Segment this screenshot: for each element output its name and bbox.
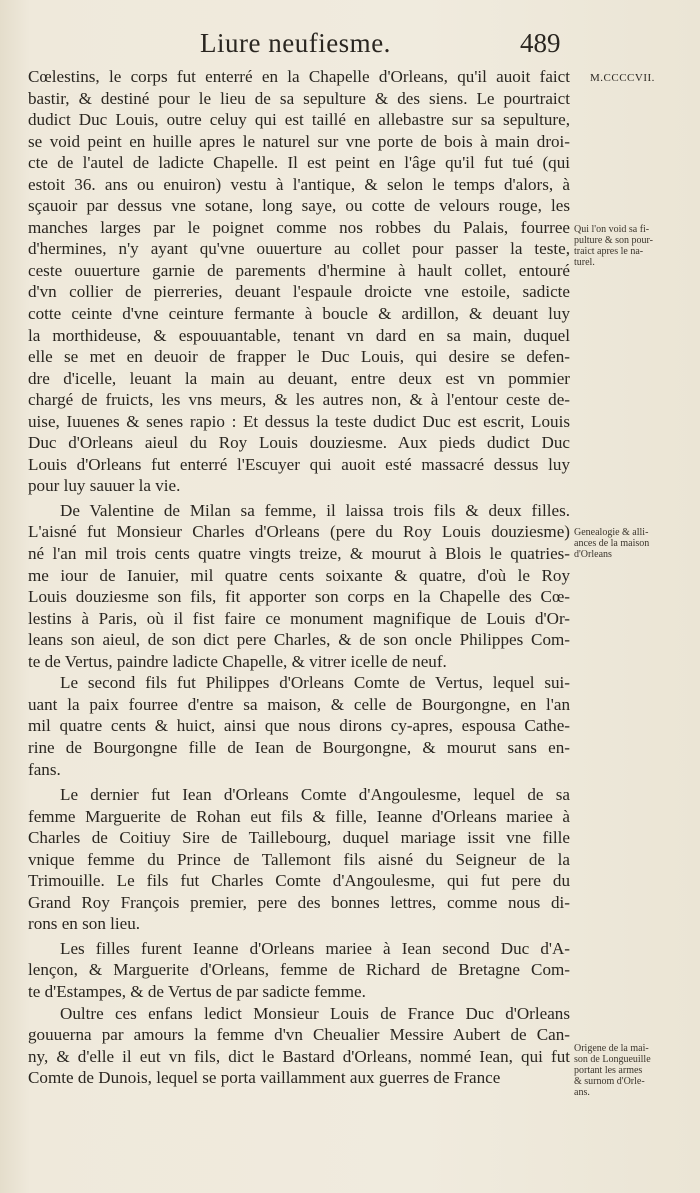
text-line: leans son aieul, de son dict pere Charles, & de son oncle Philippes Com-	[28, 630, 570, 650]
text-line: uant la paix fourree d'entre sa maison, & celle de Bourgongne, en l'an	[28, 694, 570, 714]
text-line: Les filles furent Ieanne d'Orleans mariee à Iean second Duc d'A-	[60, 938, 570, 958]
paragraph-1	[28, 66, 570, 497]
margin-note-line: d'Orleans	[574, 549, 612, 560]
text-line: ceste ouuerture garnie de parements d'hermine à hault collet, entouré	[28, 260, 570, 280]
paragraph-3	[28, 672, 570, 780]
running-title: Liure neufiesme.	[200, 28, 391, 58]
margin-note-portrait	[574, 224, 690, 268]
paragraph-6	[28, 1003, 570, 1089]
main-text	[28, 66, 570, 1089]
page-number: 489	[520, 28, 561, 58]
margin-note-line: pulture & son pour-	[574, 235, 653, 246]
text-line: De Valentine de Milan sa femme, il laissa trois fils & deux filles.	[60, 500, 570, 520]
paragraph-5	[28, 938, 570, 1003]
text-line: sçauoir par dessus vne sotane, long saye, ou cotte de velours rouge, les	[28, 196, 570, 216]
text-line: cte de l'autel de ladicte Chapelle. Il est peint en l'âge qu'il fut tué (qui	[28, 153, 570, 173]
text-line: elle se met en deuoir de frapper le Duc Louis, qui desire se defen-	[28, 347, 570, 367]
text-line: se void peint en huille apres le naturel sur vne porte de bois à main droi-	[28, 131, 570, 151]
margin-note-line: & surnom d'Orle-	[574, 1076, 645, 1087]
text-line: dudict Duc Louis, outre celuy qui est taillé en allebastre sur sa sepulture,	[28, 110, 570, 130]
margin-note-line: ans.	[574, 1087, 590, 1098]
text-line: bastir, & destiné pour le lieu de sa sepulture & des siens. Le pourtraict	[28, 88, 570, 108]
text-line: dre d'icelle, leuant la main au deuant, entre deux est vn pommier	[28, 368, 570, 388]
page-header	[0, 28, 700, 68]
text-line: Louis d'Orleans fut enterré l'Escuyer qui auoit esté massacré dessus luy	[28, 454, 570, 474]
text-line: mil quatre cents & huict, ainsi que nous dirons cy-apres, espousa Cathe-	[28, 716, 570, 736]
text-line: Le second fils fut Philippes d'Orleans Comte de Vertus, lequel sui-	[60, 673, 570, 693]
text-line: d'hermines, n'y ayant qu'vne ouuerture au collet pour passer la teste,	[28, 239, 570, 259]
margin-note-longueville	[574, 1043, 690, 1098]
text-line: te d'Estampes, & de Vertus de par sadicte femme.	[28, 981, 366, 1001]
text-line: Grand Roy François premier, pere des bonnes lettres, comme nous di-	[28, 892, 570, 912]
text-line: rine de Bourgongne fille de Iean de Bourgongne, & mourut sans en-	[28, 737, 570, 757]
margin-note-line: Origene de la mai-	[574, 1043, 649, 1054]
paragraph-4	[28, 784, 570, 935]
text-line: Louis douziesme son fils, fit apporter son corps en la Chapelle des Cœ-	[28, 587, 570, 607]
margin-note-line: portant les armes	[574, 1065, 643, 1076]
text-line: ny, & d'elle il eut vn fils, dict le Bastard d'Orleans, nommé Iean, qui fut	[28, 1046, 570, 1066]
margin-note-line: son de Longueuille	[574, 1054, 651, 1065]
text-line: femme Marguerite de Rohan eut fils & fille, Ieanne d'Orleans mariee à	[28, 806, 570, 826]
text-line: Cœlestins, le corps fut enterré en la Chapelle d'Orleans, qu'il auoit faict	[28, 67, 570, 86]
text-line: la morthideuse, & espouuantable, tenant vn dard en sa main, duquel	[28, 325, 570, 345]
text-line: d'vn collier de pierreries, deuant l'espaule droicte vne estoile, sadicte	[28, 282, 570, 302]
text-line: pour luy sauuer la vie.	[28, 476, 181, 496]
text-line: Charles de Coitiuy Sire de Taillebourg, duquel mariage issit vne fille	[28, 828, 570, 848]
margin-note-line: ances de la maison	[574, 538, 650, 549]
text-line: uise, Iuuenes & senes rapio : Et dessus la teste dudict Duc est escrit, Louis	[28, 411, 570, 431]
margin-note-genealogy	[574, 527, 690, 560]
margin-note-line: traict apres le na-	[574, 246, 644, 257]
text-line: Oultre ces enfans ledict Monsieur Louis de France Duc d'Orleans	[60, 1003, 570, 1023]
text-line: Le dernier fut Iean d'Orleans Comte d'Angoulesme, lequel de sa	[60, 785, 570, 805]
margin-note-line: Genealogie & alli-	[574, 527, 649, 538]
margin-year: M.CCCCVII.	[590, 72, 655, 84]
text-line: te de Vertus, paindre ladicte Chapelle, & vitrer icelle de neuf.	[28, 651, 447, 671]
text-line: L'aisné fut Monsieur Charles d'Orleans (pere du Roy Louis douziesme)	[28, 522, 570, 542]
text-line: estoit 36. ans ou enuiron) vestu à l'antique, & selon le temps d'alors, à	[28, 174, 570, 194]
text-line: chargé de fruicts, les vns meurs, & les autres non, & à l'entour ceste de-	[28, 390, 570, 410]
text-line: rons en son lieu.	[28, 914, 141, 934]
text-line: cotte ceinte d'vne ceinture fermante à boucle & ardillon, & deuant luy	[28, 304, 570, 324]
text-line: lestins à Paris, où il fist faire ce monument magnifique de Louis d'Or-	[28, 608, 570, 628]
text-line: fans.	[28, 759, 61, 779]
margin-note-line: Qui l'on void sa fi-	[574, 224, 650, 235]
text-line: Trimouille. Le fils fut Charles Comte d'Angoulesme, qui fut pere du	[28, 871, 570, 891]
text-line: vnique femme du Prince de Tallemont fils aisné du Seigneur de la	[28, 849, 570, 869]
margin-note-line: turel.	[574, 257, 595, 268]
text-line: me iour de Ianuier, mil quatre cents soixante & quatre, d'où le Roy	[28, 565, 570, 585]
paragraph-2	[28, 500, 570, 672]
text-line: lençon, & Marguerite d'Orleans, femme de Richard de Bretagne Com-	[28, 960, 570, 980]
text-line: né l'an mil trois cents quatre vingts treize, & mourut à Blois le quatries-	[28, 544, 570, 564]
text-line: gouuerna par amours la femme d'vn Cheualier Messire Aubert de Can-	[28, 1025, 570, 1045]
text-line: Comte de Dunois, lequel se porta vaillamment aux guerres de France	[28, 1068, 501, 1088]
text-line: manches larges par le poignet comme nos robbes du Palais, fourree	[28, 217, 570, 237]
text-line: Duc d'Orleans aieul du Roy Louis douziesme. Aux pieds dudict Duc	[28, 433, 570, 453]
